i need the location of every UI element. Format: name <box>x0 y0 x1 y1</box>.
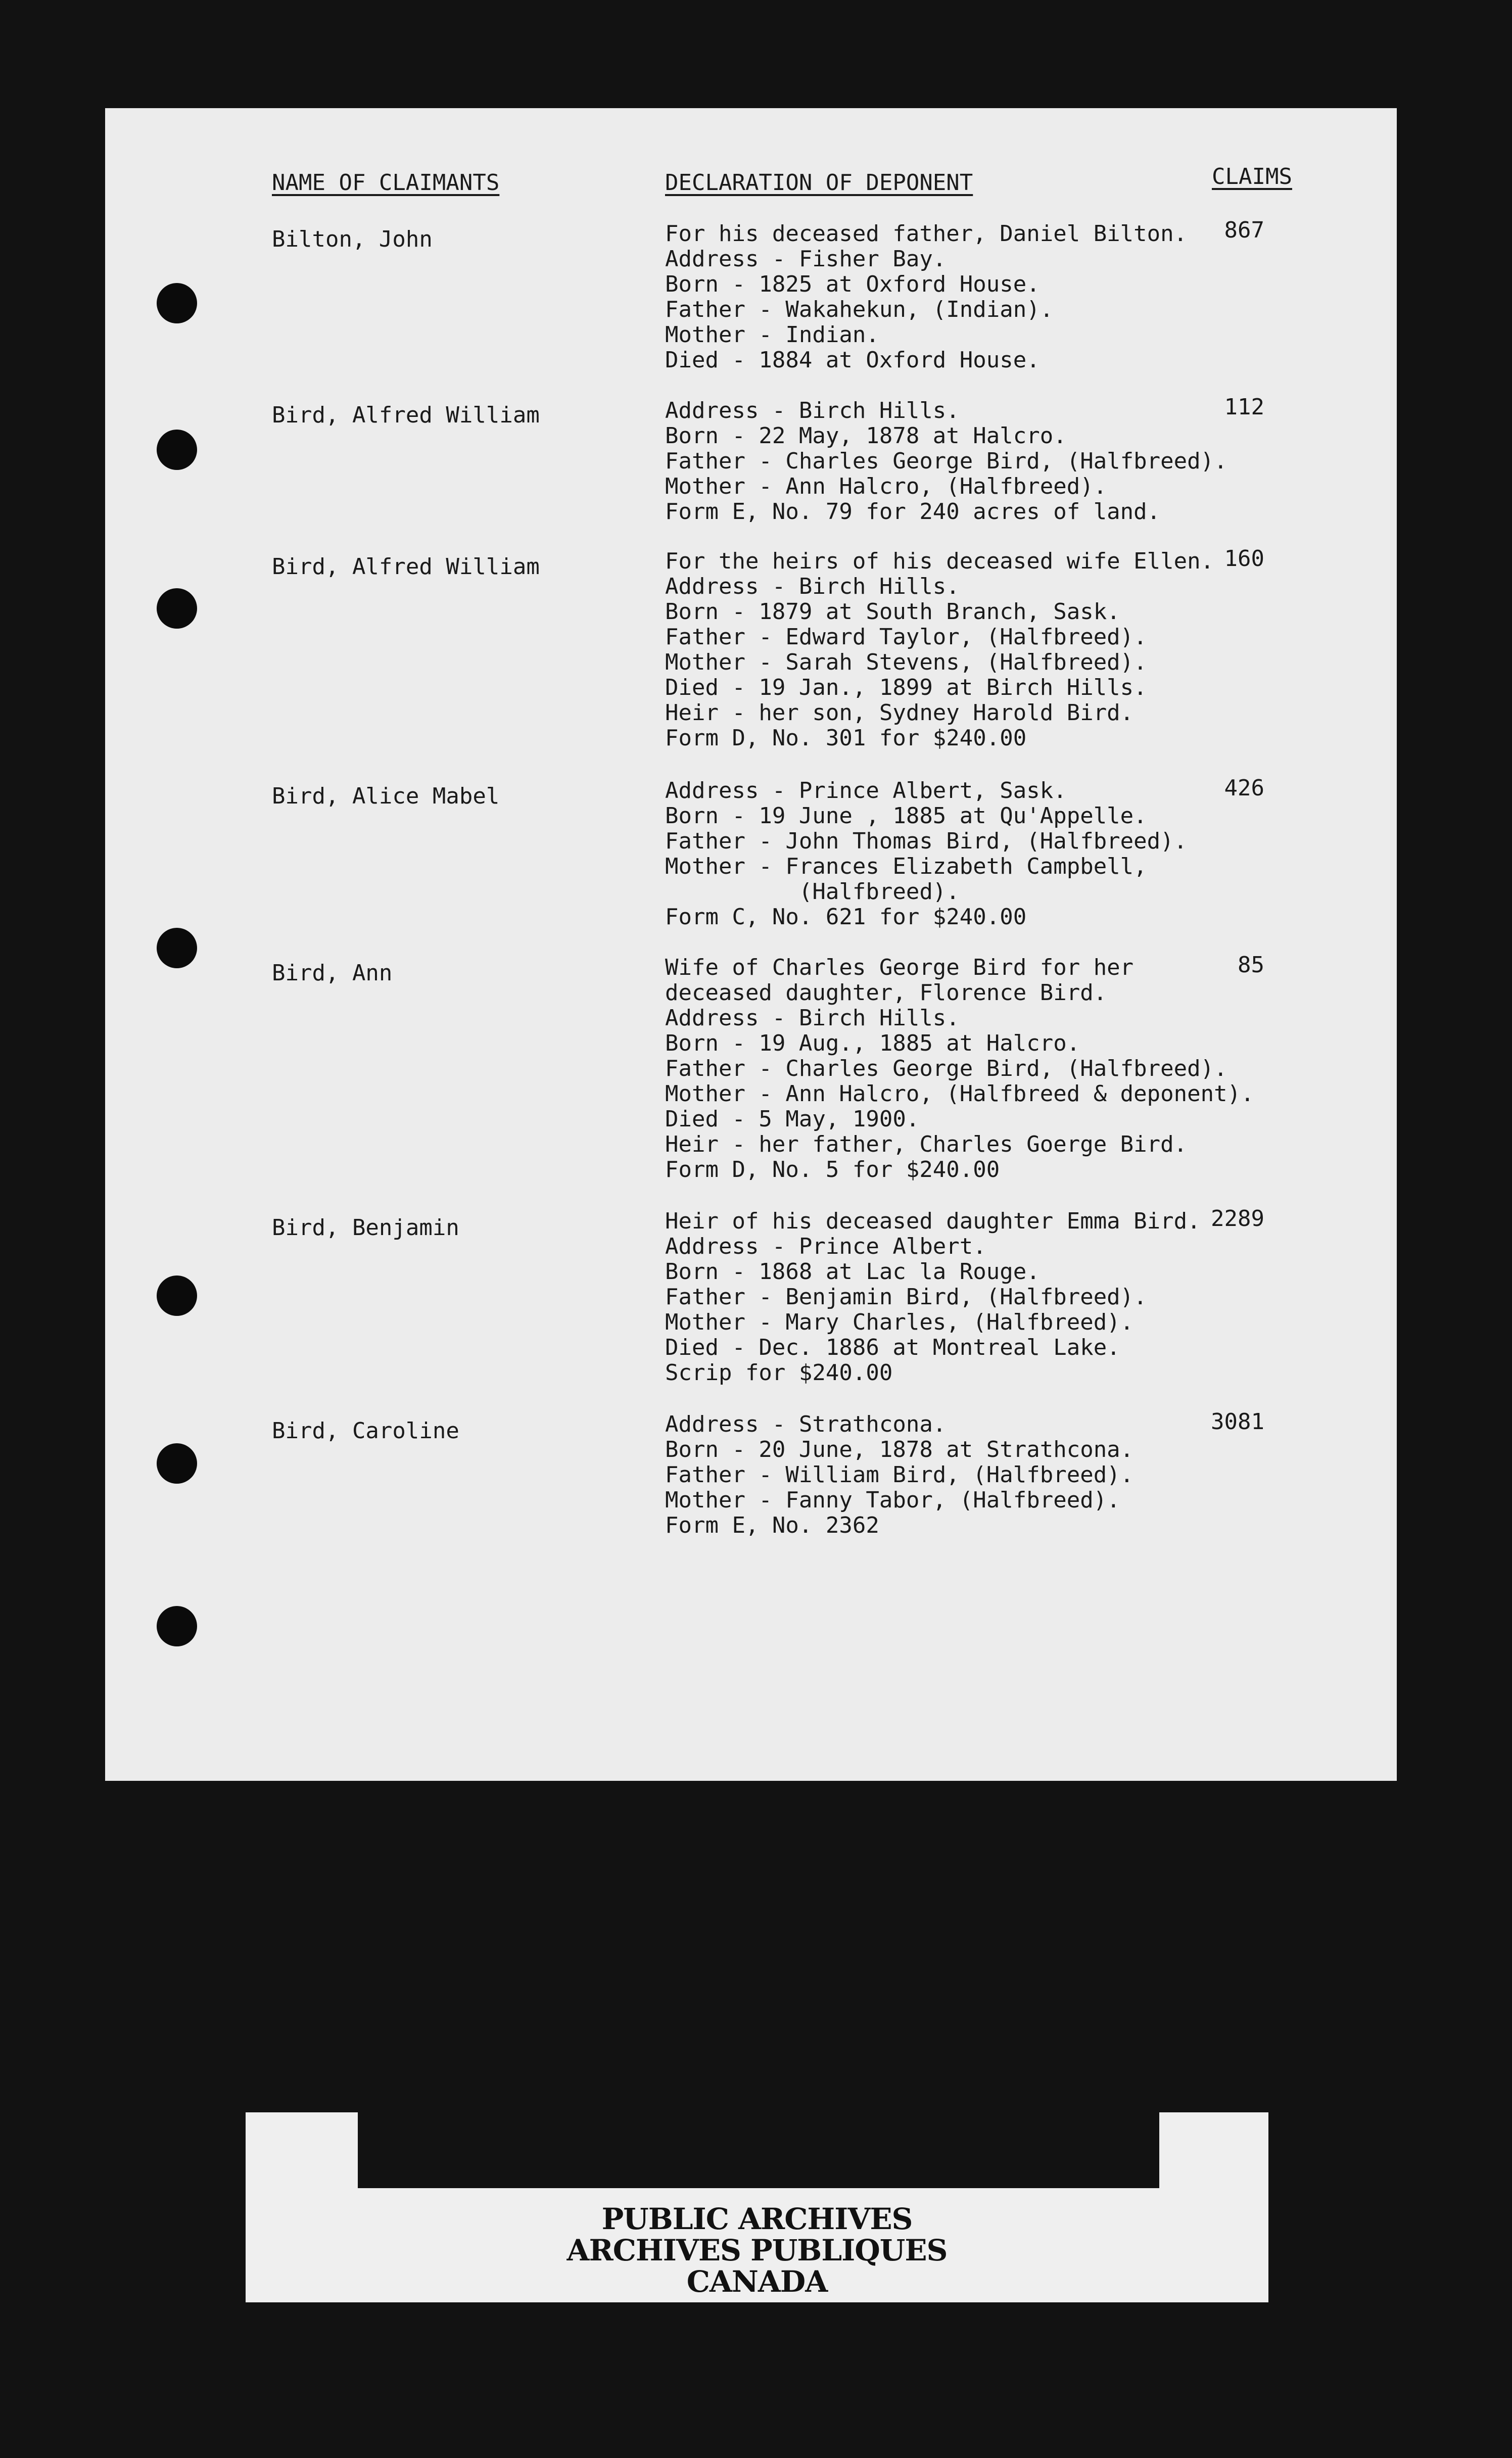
claim-number: 2289 <box>1211 1206 1264 1232</box>
claim-number: 3081 <box>1211 1409 1264 1435</box>
binder-hole-6 <box>157 1443 197 1484</box>
declaration-text: For the heirs of his deceased wife Ellen. Address - Birch Hills. Born - 1879 at South Branch, Sask. Father - Edward Taylor, (Halfbreed). Mother - Sarah Stevens, (Halfbreed). Died - 19 Jan., 1899 at Birch Hills. Heir - her son, Sydney Harold Bird. Form D, No. 301 for $240.00 <box>665 548 1214 751</box>
declaration-text: Address - Prince Albert, Sask. Born - 19 June , 1885 at Qu'Appelle. Father - John Thomas Bird, (Halfbreed). Mother - Frances Elizabeth Campbell, (Halfbreed). Form C, No. 621 for $240.00 <box>665 778 1188 930</box>
archive-label-line-3: CANADA <box>686 2264 828 2299</box>
claim-number: 85 <box>1238 952 1264 978</box>
binder-hole-4 <box>157 928 197 968</box>
claimant-name: Bird, Alice Mabel <box>272 783 500 809</box>
claimant-name: Bird, Caroline <box>272 1418 459 1444</box>
binder-hole-1 <box>157 283 197 323</box>
declaration-text: Address - Birch Hills. Born - 22 May, 1878 at Halcro. Father - Charles George Bird, (Halfbreed). Mother - Ann Halcro, (Halfbreed). Form E, No. 79 for 240 acres of land. <box>665 398 1227 525</box>
binder-hole-2 <box>157 430 197 470</box>
header-declaration-of-deponent: DECLARATION OF DEPONENT <box>665 170 973 196</box>
claimant-name: Bird, Alfred William <box>272 402 540 428</box>
declaration-text: Wife of Charles George Bird for her deceased daughter, Florence Bird. Address - Birch Hills. Born - 19 Aug., 1885 at Halcro. Father - Charles George Bird, (Halfbreed). Mother - Ann Halcro, (Halfbreed & deponent). Died - 5 May, 1900. Heir - her father, Charles Goerge Bird. Form D, No. 5 for $240.00 <box>665 955 1254 1183</box>
claim-number: 867 <box>1224 217 1264 243</box>
claim-number: 112 <box>1224 394 1264 420</box>
archive-label-card <box>246 2112 1268 2302</box>
claimant-name: Bird, Ann <box>272 960 393 986</box>
declaration-text: Heir of his deceased daughter Emma Bird. Address - Prince Albert. Born - 1868 at Lac la Rouge. Father - Benjamin Bird, (Halfbreed). Mother - Mary Charles, (Halfbreed). Died - Dec. 1886 at Montreal Lake. Scrip for $240.00 <box>665 1208 1201 1386</box>
archive-label <box>246 2203 1268 2297</box>
declaration-text: For his deceased father, Daniel Bilton. Address - Fisher Bay. Born - 1825 at Oxford House. Father - Wakahekun, (Indian). Mother - Indian. Died - 1884 at Oxford House. <box>665 221 1188 373</box>
binder-hole-7 <box>157 1606 197 1646</box>
claimant-name: Bilton, John <box>272 226 433 252</box>
binder-hole-3 <box>157 588 197 629</box>
document-page <box>105 108 1397 1781</box>
header-claims: CLAIMS <box>1212 164 1292 190</box>
binder-hole-5 <box>157 1275 197 1316</box>
archive-label-line-2: ARCHIVES PUBLIQUES <box>566 2233 948 2267</box>
claim-number: 426 <box>1224 775 1264 801</box>
header-name-of-claimants: NAME OF CLAIMANTS <box>272 170 500 196</box>
claimant-name: Bird, Benjamin <box>272 1215 459 1241</box>
label-notch <box>358 2112 1159 2188</box>
claimant-name: Bird, Alfred William <box>272 554 540 580</box>
archive-label-line-1: PUBLIC ARCHIVES <box>601 2202 913 2236</box>
claim-number: 160 <box>1224 546 1264 572</box>
declaration-text: Address - Strathcona. Born - 20 June, 1878 at Strathcona. Father - William Bird, (Halfbreed). Mother - Fanny Tabor, (Halfbreed). Form E, No. 2362 <box>665 1411 1134 1538</box>
